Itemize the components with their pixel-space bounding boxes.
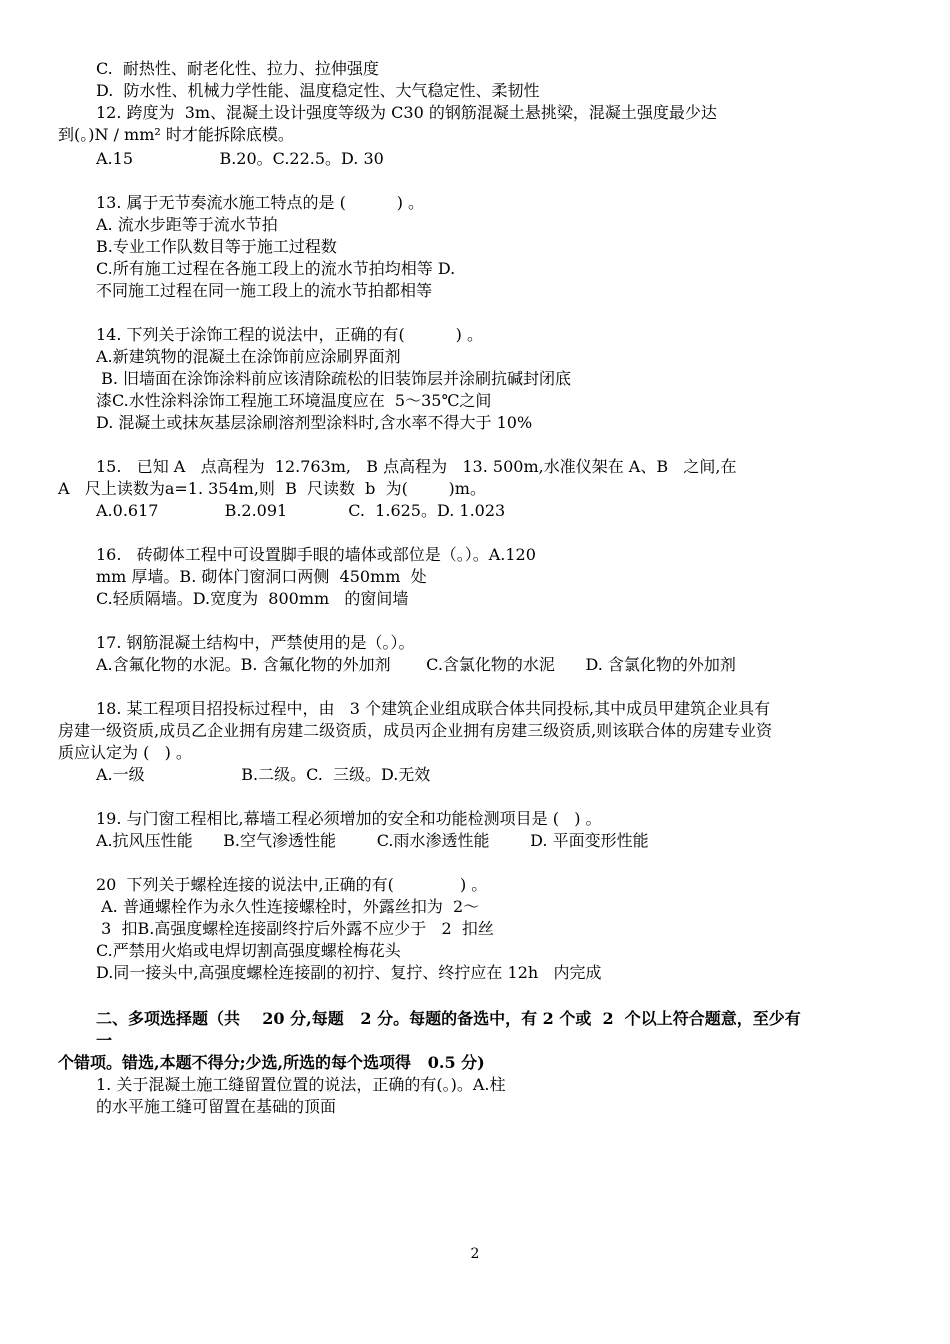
option-a-q13: A. 流水步距等于流水节拍 (96, 215, 278, 234)
option-d-q11: D. 防水性、机械力学性能、温度稳定性、大气稳定性、柔韧性 (96, 81, 540, 100)
option-b-q20: 3 扣B.高强度螺栓连接副终拧后外露不应少于 2 扣丝 (96, 919, 494, 938)
section-heading-cont: 个错项。错选,本题不得分;少选,所选的每个选项得 0.5 分) (58, 1053, 485, 1072)
question-20: 20 下列关于螺栓连接的说法中,正确的有( ) 。 (96, 875, 488, 894)
options-q18: A.一级 B.二级。C. 三级。D.无效 (96, 765, 431, 784)
question-15-cont: A 尺上读数为a=1. 354m,则 B 尺读数 b 为( )m。 (58, 479, 486, 498)
options-q15: A.0.617 B.2.091 C. 1.625。D. 1.023 (96, 501, 506, 520)
question-18-end: 质应认定为 ( ) 。 (58, 743, 192, 762)
options-q16-cd: C.轻质隔墙。D.宽度为 800mm 的窗间墙 (96, 589, 409, 608)
page-number: 2 (470, 1246, 480, 1262)
option-b-q13: B.专业工作队数目等于施工过程数 (96, 237, 337, 256)
question-16: 16. 砖砌体工程中可设置脚手眼的墙体或部位是（。）。A.120 (96, 545, 536, 564)
option-a-q14: A.新建筑物的混凝土在涂饰前应涂刷界面剂 (96, 347, 401, 366)
question-18: 18. 某工程项目招投标过程中，由 3 个建筑企业组成联合体共同投标,其中成员甲建筑企业具有 (96, 699, 771, 718)
multi-question-1: 1. 关于混凝土施工缝留置位置的说法，正确的有(。)。A.柱 (96, 1075, 506, 1094)
question-12: 12. 跨度为 3m、混凝土设计强度等级为 C30 的钢筋混凝土悬挑梁，混凝土强度最少达 (96, 103, 717, 122)
options-q16-ab: mm 厚墙。B. 砌体门窗洞口两侧 450mm 处 (96, 567, 427, 586)
question-14: 14. 下列关于涂饰工程的说法中，正确的有( ) 。 (96, 325, 483, 344)
option-a-q20: A. 普通螺栓作为永久性连接螺栓时，外露丝扣为 2～ (96, 897, 480, 916)
options-q12: A.15 B.20。C.22.5。D. 30 (96, 149, 384, 168)
question-15: 15. 已知 A 点高程为 12.763m, B 点高程为 13. 500m,水准仪架在 A、B 之间,在 (96, 457, 737, 476)
question-18-cont: 房建一级资质,成员乙企业拥有房建二级资质，成员丙企业拥有房建三级资质,则该联合体的房建专业资 (58, 721, 773, 740)
multi-question-1-cont: 的水平施工缝可留置在基础的顶面 (96, 1097, 337, 1116)
option-b-q14: B. 旧墙面在涂饰涂料前应该清除疏松的旧装饰层并涂刷抗碱封闭底 (96, 369, 572, 388)
option-c-q11: C. 耐热性、耐老化性、拉力、拉伸强度 (96, 59, 379, 78)
question-19: 19. 与门窗工程相比,幕墙工程必须增加的安全和功能检测项目是 ( ) 。 (96, 809, 602, 828)
question-13: 13. 属于无节奏流水施工特点的是 ( ) 。 (96, 193, 425, 212)
question-17: 17. 钢筋混凝土结构中，严禁使用的是（。）。 (96, 633, 415, 652)
option-c-q14: 漆C.水性涂料涂饰工程施工环境温度应在 5～35℃之间 (96, 391, 492, 410)
option-c-q13: C.所有施工过程在各施工段上的流水节拍均相等 D. (96, 259, 456, 278)
options-q19: A.抗风压性能 B.空气渗透性能 C.雨水渗透性能 D. 平面变形性能 (96, 831, 649, 850)
section-heading-wrap: 一 (96, 1031, 113, 1050)
option-c-q20: C.严禁用火焰或电焊切割高强度螺栓梅花头 (96, 941, 401, 960)
question-12-cont: 到(。)N / mm² 时才能拆除底模。 (58, 125, 294, 144)
option-d-q13: 不同施工过程在同一施工段上的流水节拍都相等 (96, 281, 433, 300)
options-q17: A.含氟化物的水泥。B. 含氟化物的外加剂 C.含氯化物的水泥 D. 含氯化物的外加剂 (96, 655, 736, 674)
section-heading: 二、多项选择题（共 20 分,每题 2 分。每题的备选中，有 2 个或 2 个以上符合题意，至少有 (96, 1009, 801, 1028)
option-d-q14: D. 混凝土或抹灰基层涂刷溶剂型涂料时,含水率不得大于 10% (96, 413, 533, 432)
option-d-q20: D.同一接头中,高强度螺栓连接副的初拧、复拧、终拧应在 12h 内完成 (96, 963, 602, 982)
